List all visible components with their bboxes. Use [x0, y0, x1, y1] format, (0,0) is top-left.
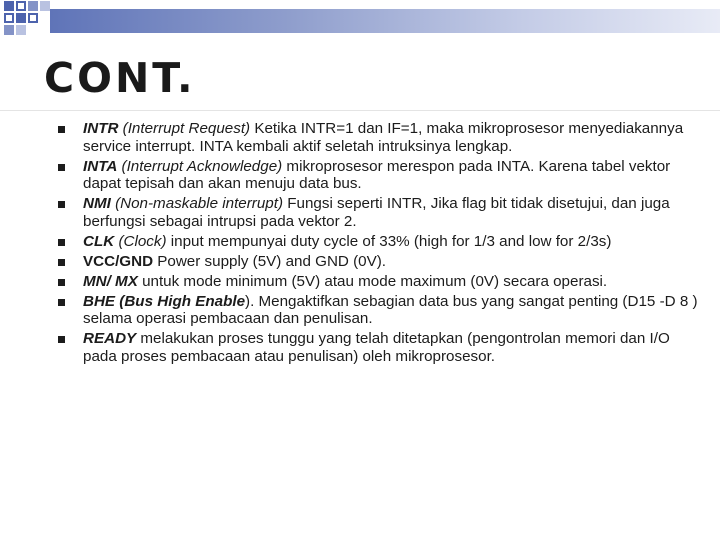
banner-square-icon	[4, 13, 14, 23]
list-item	[58, 293, 698, 328]
list-item	[58, 330, 698, 365]
bullet-square-icon	[58, 299, 65, 306]
bullet-text: Ketika INTR=1 dan IF=1, maka mikroprosesor menyediakannya service interrupt. INTA kembali aktif seletah intruksinya lengkap.	[83, 120, 684, 155]
bullet-square-icon	[58, 336, 65, 343]
bullet-term-description: (Clock)	[114, 232, 167, 250]
bullet-term-description: (Non-maskable interrupt)	[110, 195, 284, 213]
bullet-term: BHE (	[83, 292, 125, 310]
banner-square-icon	[4, 25, 14, 35]
bullet-square-icon	[58, 164, 65, 171]
banner-square-icon	[16, 13, 26, 23]
banner-square-icon	[40, 1, 50, 11]
bullet-text: untuk mode minimum (5V) atau mode maximum (0V) secara operasi.	[137, 272, 608, 290]
bullet-term: READY	[83, 330, 137, 348]
bullet-text: Power supply (5V) and GND (0V).	[153, 252, 387, 270]
banner-square-icon	[28, 13, 38, 23]
bullet-text: input mempunyai duty cycle of 33% (high for 1/3 and low for 2/3s)	[166, 232, 612, 250]
bullet-square-icon	[58, 259, 65, 266]
bullet-square-icon	[58, 239, 65, 246]
bullet-text: ). Mengaktifkan sebagian data bus yang sangat penting (D15 -D 8 ) selama operasi pembacaan dan penulisan.	[83, 292, 698, 328]
bullet-term-description: (Interrupt Acknowledge)	[117, 157, 283, 175]
bullet-term-description: Bus High Enable	[124, 292, 246, 310]
banner-square-icon	[4, 1, 14, 11]
list-item	[58, 273, 698, 291]
bullet-square-icon	[58, 126, 65, 133]
list-item	[58, 120, 698, 155]
bullet-term: NMI	[83, 195, 111, 213]
banner-square-icon	[16, 25, 26, 35]
bullet-list	[58, 120, 698, 368]
bullet-term: INTR	[83, 120, 119, 137]
banner-square-icon	[28, 1, 38, 11]
list-item	[58, 195, 698, 230]
header-banner	[0, 0, 720, 40]
bullet-text: Fungsi seperti INTR, Jika flag bit tidak disetujui, dan juga berfungsi sebagai intrupsi pada vektor 2.	[83, 195, 670, 230]
list-item	[58, 253, 698, 271]
bullet-term: MN/ MX	[83, 272, 138, 290]
title-divider	[0, 110, 720, 111]
banner-gradient-bar	[50, 9, 720, 33]
slide-title: CONT.	[44, 54, 196, 102]
bullet-term: CLK	[83, 232, 115, 250]
bullet-text: melakukan proses tunggu yang telah ditetapkan (pengontrolan memori dan I/O pada proses pembacaan atau penulisan) oleh mikroprosesor.	[83, 330, 670, 365]
banner-square-icon	[16, 1, 26, 11]
bullet-square-icon	[58, 279, 65, 286]
list-item	[58, 233, 698, 251]
list-item	[58, 158, 698, 193]
bullet-term-description: (Interrupt Request)	[118, 120, 251, 137]
bullet-term: INTA	[83, 157, 118, 175]
bullet-square-icon	[58, 201, 65, 208]
bullet-text: mikroprosesor merespon pada INTA. Karena tabel vektor dapat tepisah dan akan menuju data bus.	[83, 157, 671, 193]
bullet-term: VCC/GND	[83, 252, 154, 270]
